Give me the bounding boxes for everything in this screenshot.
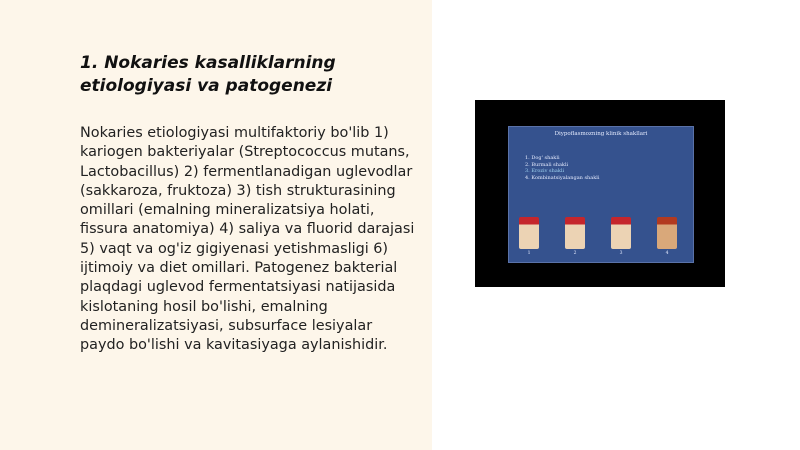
tooth-label: 4 <box>665 251 669 256</box>
slide-list-item: 4. Kombinatsiyalangan shakli <box>525 174 600 181</box>
tooth-photo <box>657 217 677 249</box>
tooth-photo <box>565 217 585 249</box>
tooth-label: 1 <box>527 251 531 256</box>
tooth-photo <box>611 217 631 249</box>
tooth-photo <box>519 217 539 249</box>
page-title: 1. Nokaries kasalliklarning etiologiyasi va patogenezi <box>80 53 336 96</box>
slide-list-item: 1. Dog' shakli <box>525 155 560 161</box>
slide-content-area <box>508 126 694 263</box>
slide-list <box>525 155 685 181</box>
tooth-photo-row <box>517 217 687 255</box>
body-paragraph: Nokaries etiologiyasi multifaktoriy bo'lib 1) kariogen bakteriyalar (Streptococcus mutans, Lactobacillus) 2) fermentlanadigan uglevodlar (sakkaroza, fruktoza) 3) tish strukturasining omillari (emalning mineralizatsiya holati, fissura anatomiya) 4) saliya va fluorid darajasi 5) vaqt va og'iz gigiyenasi yetishmasligi 6) ijtimoiy va diet omillari. Patogenez bakterial plaqdagi uglevod fermentatsiyasi natijasida kislotaning hosil bo'lishi, emalning demineralizatsiyasi, subsurface lesiyalar paydo bo'lishi va kavitasiyaga aylanishidir. <box>80 125 415 354</box>
slide-heading: Diypoflasmozning klinik shakllari <box>554 131 648 137</box>
tooth-label: 2 <box>573 251 577 256</box>
slide-thumbnail-image <box>475 100 725 287</box>
slide-list-item: 3. Eroziv shakli <box>525 168 565 174</box>
tooth-label: 3 <box>619 251 623 256</box>
slide-list-item: 2. Burmali shakli <box>525 161 569 168</box>
